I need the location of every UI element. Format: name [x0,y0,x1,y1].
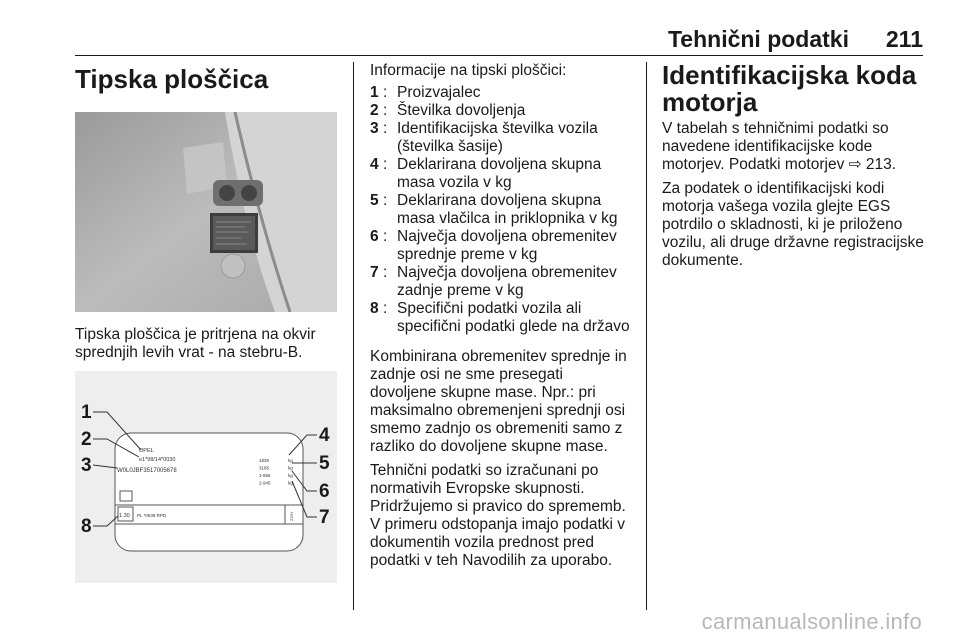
definition-item [370,156,632,192]
right-paragraph-2: Za podatek o identifikacijski kodi motorja vašega vozila glejte EGS potrdilo o skladnosti, ki je priloženo vozilu, ali druge državne registracijske dokumente. [662,180,924,269]
definition-number: 4 [370,156,379,173]
definition-number: 5 [370,192,379,209]
definition-item [370,84,632,102]
plate-right-code: Z20Y [289,511,294,521]
definition-separator: : [383,156,388,173]
plate-mass-unit: kg [288,473,293,478]
plate-mass-value: 2-945 [259,480,271,486]
definition-separator: : [383,120,388,137]
callout-number: 4 [319,425,330,446]
plate-mass-value: 3185 [259,465,270,471]
definition-text: Identifikacijska številka vozila (številka šasije) [397,120,598,155]
callout-number: 1 [81,402,92,423]
definition-item [370,102,632,120]
page-header [75,26,923,56]
callout-number: 5 [319,453,330,474]
definition-separator: : [383,84,388,101]
definition-item [370,120,632,156]
definition-text: Deklarirana dovoljena skupna masa vozila v kg [397,156,602,191]
callout-number: 2 [81,429,92,450]
definition-number: 7 [370,264,379,281]
callout-number: 7 [319,507,330,528]
plate-code-box: 1.30 [119,513,130,519]
definition-separator: : [383,192,388,209]
plate-mass-unit: kg [288,458,293,463]
definition-number: 8 [370,300,379,317]
definition-text: Specifični podatki vozila ali specifični podatki glede na državo [397,300,630,335]
column-divider-2 [646,62,647,610]
definition-text: Deklarirana dovoljena skupna masa vlačilca in priklopnika v kg [397,192,618,227]
middle-paragraph-1: Kombinirana obremenitev sprednje in zadnje osi ne sme presegati dovoljene skupne mase. Npr.: pri maksimalno obremenjeni sprednji osi smemo zadnjo os obremeniti samo z razliko do dovoljene skupne mase. [370,348,627,455]
plate-bottom-text: PL *0638 RPD [137,513,167,518]
plate-vin: W0L0JBF3517005678 [117,468,177,474]
definition-item [370,192,632,228]
definition-separator: : [383,264,388,281]
plate-mass-unit: kg [288,480,293,486]
definition-text: Največja dovoljena obremenitev zadnje preme v kg [397,264,617,299]
right-column [662,62,924,270]
plate-mass-unit: kg [288,465,293,471]
door-pillar-photo [75,112,337,312]
header-rule [75,55,923,56]
plate-brand: OPEL [139,448,154,454]
definition-number: 3 [370,120,379,137]
definition-number: 6 [370,228,379,245]
definition-separator: : [383,228,388,245]
definition-text: Številka dovoljenja [397,102,526,119]
definition-item [370,228,632,264]
definition-number: 2 [370,102,379,119]
photo-caption: Tipska ploščica je pritrjena na okvir sprednjih levih vrat - na stebru-B. [75,326,316,361]
definition-item [370,264,632,300]
callout-number: 3 [81,455,92,476]
definition-separator: : [383,300,388,317]
left-column [75,62,337,610]
definition-text: Največja dovoljena obremenitev sprednje preme v kg [397,228,617,263]
right-heading: Identifikacijska koda motorja [662,60,917,117]
callout-number: 8 [81,516,92,537]
definition-item [370,300,632,336]
middle-paragraph-2: Tehnični podatki so izračunani po normativih Evropske skupnosti. Pridržujemo si pravico do sprememb. V primeru odstopanja imajo podatki v dokumentih vozila prednost pred podatki v teh Navodilih za uporabo. [370,462,626,569]
callout-number: 6 [319,481,330,502]
plate-mass-value: 1-955 [259,473,271,478]
plate-mass-value: 1835 [259,458,270,463]
watermark: carmanualsonline.info [701,609,922,634]
middle-column [370,62,632,570]
plate-approval: e1*98/14*0030 [139,457,176,463]
right-paragraph-1: V tabelah s tehničnimi podatki so navedene identifikacijske kode motorjev. Podatki motorjev ⇨ 213. [662,120,897,173]
definition-text: Proizvajalec [397,84,481,101]
type-plate-diagram [75,371,337,583]
list-intro: Informacije na tipski ploščici: [370,62,567,79]
definition-separator: : [383,102,388,119]
column-divider-1 [353,62,354,610]
section-title: Tehnični podatki [667,26,849,52]
definition-number: 1 [370,84,379,101]
left-heading: Tipska ploščica [75,64,269,94]
page-number: 211 [885,26,923,52]
definition-list [370,84,632,336]
